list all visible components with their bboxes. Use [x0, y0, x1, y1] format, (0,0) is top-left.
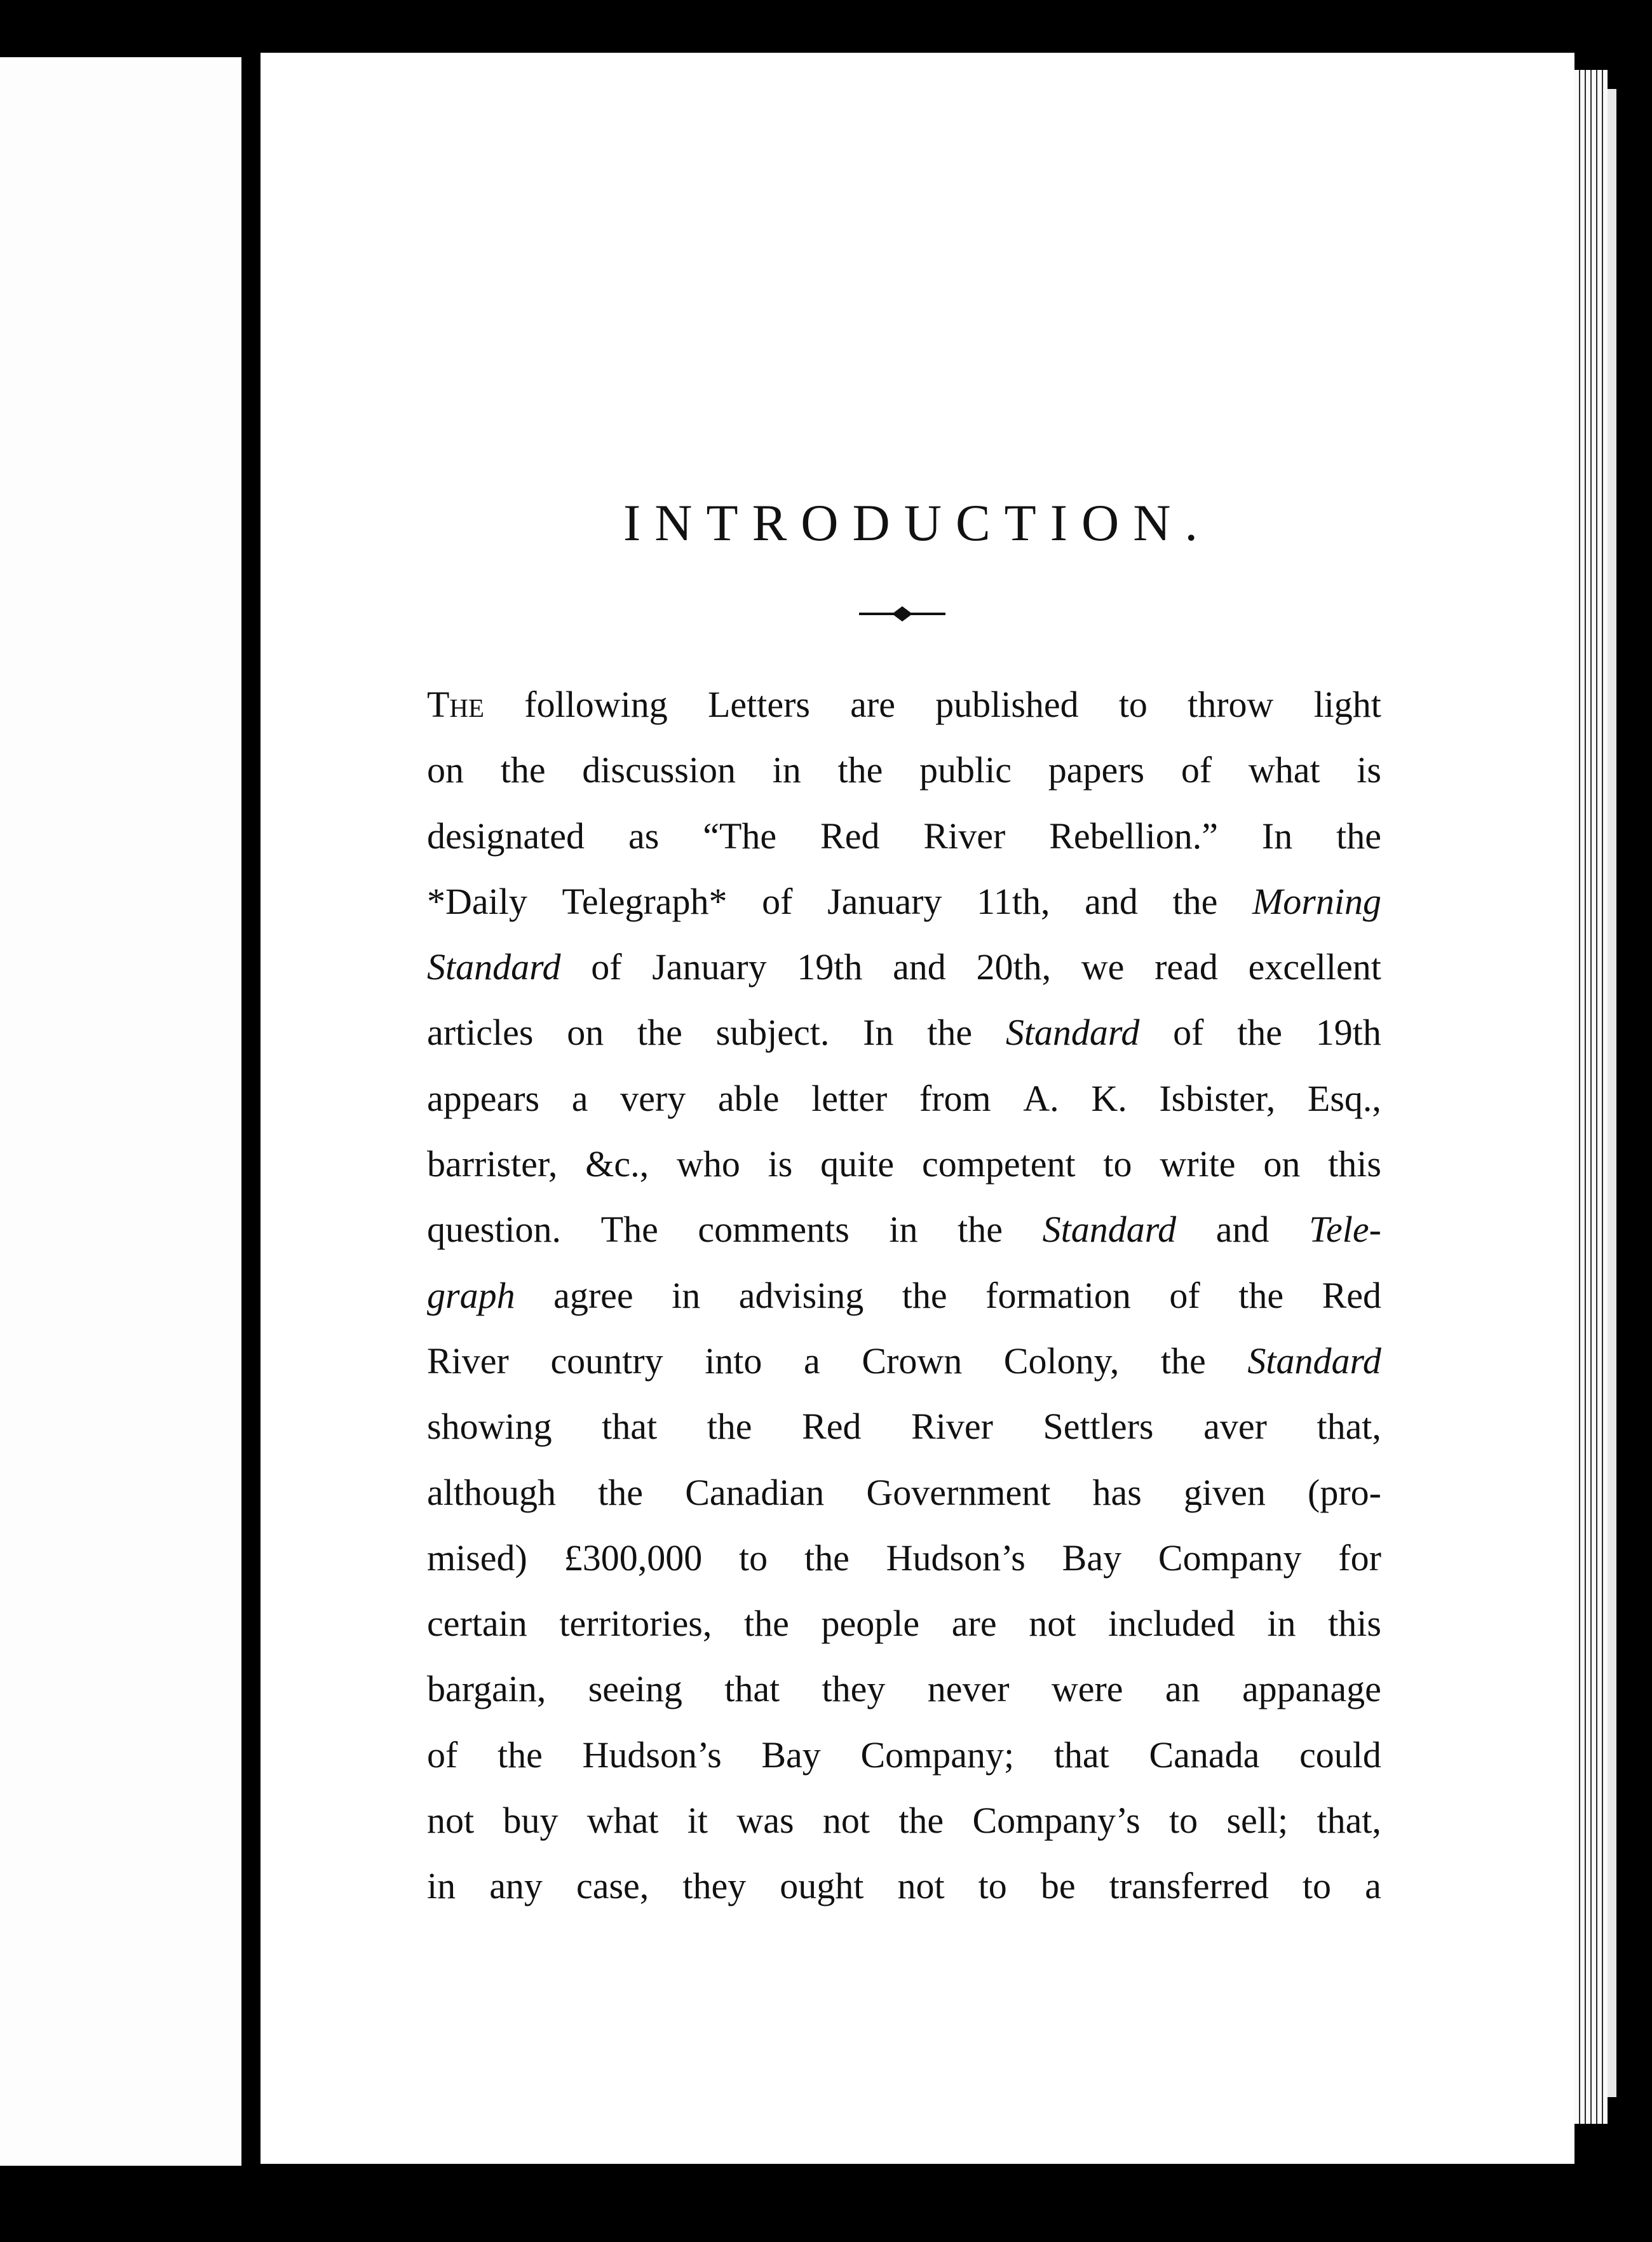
word: Company: [1158, 1537, 1302, 1579]
word: not: [427, 1800, 475, 1842]
word: Standard: [1042, 1209, 1177, 1251]
text-line: [427, 737, 1381, 803]
word: of: [591, 946, 622, 988]
word: 19th: [1315, 1012, 1381, 1054]
chapter-heading: INTRODUCTION.: [623, 494, 1212, 552]
word: was: [736, 1800, 794, 1842]
word: in: [427, 1865, 456, 1907]
word: is: [768, 1143, 793, 1185]
word: published: [935, 684, 1079, 725]
word: January: [827, 880, 942, 922]
word: showing: [427, 1406, 552, 1448]
word: barrister,: [427, 1143, 558, 1185]
word: Hudson’s: [582, 1734, 722, 1776]
word: as: [628, 815, 660, 857]
word: of: [427, 1734, 458, 1776]
word: Settlers: [1043, 1406, 1154, 1448]
word: were: [1051, 1668, 1123, 1710]
word: what: [586, 1800, 659, 1842]
word: the: [1237, 1012, 1283, 1054]
word: that: [724, 1668, 780, 1710]
word: on: [1263, 1143, 1301, 1185]
word: transferred: [1109, 1865, 1269, 1907]
word: is: [1357, 749, 1381, 791]
word: Esq.,: [1307, 1077, 1381, 1119]
word: buy: [503, 1800, 559, 1842]
text-line: [427, 1394, 1381, 1459]
word: “The: [703, 815, 777, 857]
word: a: [571, 1077, 588, 1119]
word: Colony,: [1003, 1340, 1120, 1382]
word: January: [652, 946, 767, 988]
word: of: [1181, 749, 1212, 791]
word: Telegraph*: [562, 880, 728, 922]
word: given: [1183, 1471, 1266, 1513]
word: Red: [802, 1406, 862, 1448]
word: question.: [427, 1209, 562, 1251]
text-line: [427, 1131, 1381, 1197]
word: the: [804, 1537, 850, 1579]
word: what: [1248, 749, 1320, 791]
word: could: [1299, 1734, 1381, 1776]
word: that,: [1317, 1406, 1381, 1448]
heading-ornament: [859, 602, 945, 625]
word: the: [1160, 1340, 1206, 1382]
word: In: [863, 1012, 894, 1054]
word: seeing: [588, 1668, 682, 1710]
text-line: [427, 1460, 1381, 1525]
word: bargain,: [427, 1668, 546, 1710]
word: to: [739, 1537, 768, 1579]
word: of: [1173, 1012, 1204, 1054]
word: articles: [427, 1012, 534, 1054]
word: Tele-: [1309, 1209, 1381, 1251]
word: a: [1365, 1865, 1381, 1907]
word: the: [958, 1209, 1003, 1251]
word: not: [1029, 1603, 1076, 1645]
word: River: [911, 1406, 993, 1448]
word: &c.,: [585, 1143, 649, 1185]
word: Standard: [1247, 1340, 1381, 1382]
text-line: [427, 869, 1381, 934]
word: The: [600, 1209, 658, 1251]
word: Canada: [1149, 1734, 1260, 1776]
word: this: [1328, 1603, 1381, 1645]
word: agree: [553, 1274, 633, 1316]
word: Bay: [1062, 1537, 1122, 1579]
word: the: [637, 1012, 682, 1054]
word: has: [1092, 1471, 1142, 1513]
word: Red: [1322, 1274, 1381, 1316]
body-text: [427, 672, 1381, 1919]
word: an: [1165, 1668, 1200, 1710]
text-line: [427, 1263, 1381, 1328]
word: the: [1172, 880, 1218, 922]
facing-page: [0, 57, 241, 2166]
word: are: [951, 1603, 997, 1645]
text-line: [427, 1328, 1381, 1394]
word: graph: [427, 1274, 515, 1316]
word: 20th,: [976, 946, 1052, 988]
word: and: [893, 946, 946, 988]
word: comments: [698, 1209, 850, 1251]
word: aver: [1203, 1406, 1267, 1448]
word: that: [1053, 1734, 1109, 1776]
word: Morning: [1252, 880, 1381, 922]
word: of: [1169, 1274, 1200, 1316]
word: the: [1336, 815, 1381, 857]
word: (pro-: [1308, 1471, 1381, 1513]
word: Company’s: [972, 1800, 1141, 1842]
word: into: [705, 1340, 762, 1382]
word: the: [744, 1603, 789, 1645]
word: in: [1267, 1603, 1296, 1645]
word: in: [672, 1274, 701, 1316]
word: competent: [921, 1143, 1076, 1185]
word: the: [498, 1734, 543, 1776]
text-line: [427, 1722, 1381, 1788]
text-line: [427, 1197, 1381, 1262]
word: public: [919, 749, 1012, 791]
word: the: [1238, 1274, 1284, 1316]
word: the: [898, 1800, 944, 1842]
word: throw: [1188, 684, 1274, 725]
word: to: [1118, 684, 1148, 725]
word: we: [1081, 946, 1125, 988]
word: In: [1261, 815, 1293, 857]
word: read: [1154, 946, 1218, 988]
word: be: [1040, 1865, 1076, 1907]
word: to: [1169, 1800, 1198, 1842]
word: that,: [1317, 1800, 1381, 1842]
word: to: [1103, 1143, 1132, 1185]
word: country: [550, 1340, 663, 1382]
word: people: [821, 1603, 920, 1645]
word: subject.: [715, 1012, 830, 1054]
word: *Daily: [427, 880, 527, 922]
word: discussion: [582, 749, 736, 791]
word: Canadian: [685, 1471, 825, 1513]
page-edges: [1574, 70, 1608, 2124]
word: the: [902, 1274, 947, 1316]
word: the: [707, 1406, 752, 1448]
word: The: [427, 684, 485, 725]
word: K.: [1091, 1077, 1127, 1119]
text-line: [427, 1591, 1381, 1656]
text-line: [427, 1788, 1381, 1853]
word: the: [598, 1471, 644, 1513]
word: ought: [780, 1865, 864, 1907]
word: case,: [576, 1865, 649, 1907]
word: Rebellion.”: [1049, 815, 1218, 857]
word: light: [1313, 684, 1381, 725]
word: they: [822, 1668, 886, 1710]
text-line: [427, 1525, 1381, 1591]
word: Standard: [1005, 1012, 1140, 1054]
word: Letters: [707, 684, 810, 725]
word: to: [1302, 1865, 1332, 1907]
word: write: [1160, 1143, 1236, 1185]
word: on: [427, 749, 464, 791]
word: not: [897, 1865, 945, 1907]
word: Standard: [427, 946, 561, 988]
text-line: [427, 672, 1381, 737]
word: included: [1108, 1603, 1235, 1645]
word: this: [1328, 1143, 1381, 1185]
word: very: [620, 1077, 686, 1119]
word: sell;: [1226, 1800, 1289, 1842]
word: Isbister,: [1159, 1077, 1276, 1119]
word: it: [687, 1800, 708, 1842]
text-line: [427, 1853, 1381, 1919]
word: never: [927, 1668, 1010, 1710]
word: to: [978, 1865, 1007, 1907]
word: and: [1085, 880, 1138, 922]
word: are: [850, 684, 895, 725]
word: letter: [811, 1077, 888, 1119]
page-edges-outer: [1608, 89, 1616, 2097]
word: territories,: [559, 1603, 712, 1645]
word: in: [889, 1209, 918, 1251]
word: 19th: [797, 946, 863, 988]
word: able: [717, 1077, 780, 1119]
text-line: [427, 1656, 1381, 1722]
word: in: [772, 749, 801, 791]
word: on: [567, 1012, 604, 1054]
word: and: [1215, 1209, 1269, 1251]
word: River: [427, 1340, 509, 1382]
word: not: [822, 1800, 870, 1842]
word: £300,000: [564, 1537, 703, 1579]
word: appanage: [1242, 1668, 1381, 1710]
word: excellent: [1248, 946, 1381, 988]
text-line: [427, 1000, 1381, 1065]
word: a: [804, 1340, 820, 1382]
text-line: [427, 803, 1381, 869]
word: quite: [820, 1143, 895, 1185]
word: 11th,: [977, 880, 1050, 922]
word: papers: [1048, 749, 1145, 791]
word: Hudson’s: [886, 1537, 1026, 1579]
word: formation: [985, 1274, 1131, 1316]
word: Company;: [860, 1734, 1015, 1776]
word: certain: [427, 1603, 527, 1645]
word: River: [923, 815, 1006, 857]
text-line: [427, 1066, 1381, 1131]
word: Government: [866, 1471, 1051, 1513]
word: A.: [1023, 1077, 1059, 1119]
word: the: [927, 1012, 973, 1054]
word: the: [500, 749, 546, 791]
word: that: [602, 1406, 658, 1448]
text-line: [427, 934, 1381, 1000]
word: they: [682, 1865, 747, 1907]
word: of: [762, 880, 793, 922]
word: any: [489, 1865, 543, 1907]
word: Red: [820, 815, 880, 857]
word: mised): [427, 1537, 527, 1579]
word: advising: [738, 1274, 864, 1316]
word: the: [837, 749, 883, 791]
word: Crown: [862, 1340, 963, 1382]
word: appears: [427, 1077, 540, 1119]
word: for: [1338, 1537, 1381, 1579]
word: although: [427, 1471, 556, 1513]
word: who: [676, 1143, 740, 1185]
word: Bay: [761, 1734, 821, 1776]
word: from: [919, 1077, 991, 1119]
word: following: [524, 684, 668, 725]
word: designated: [427, 815, 585, 857]
